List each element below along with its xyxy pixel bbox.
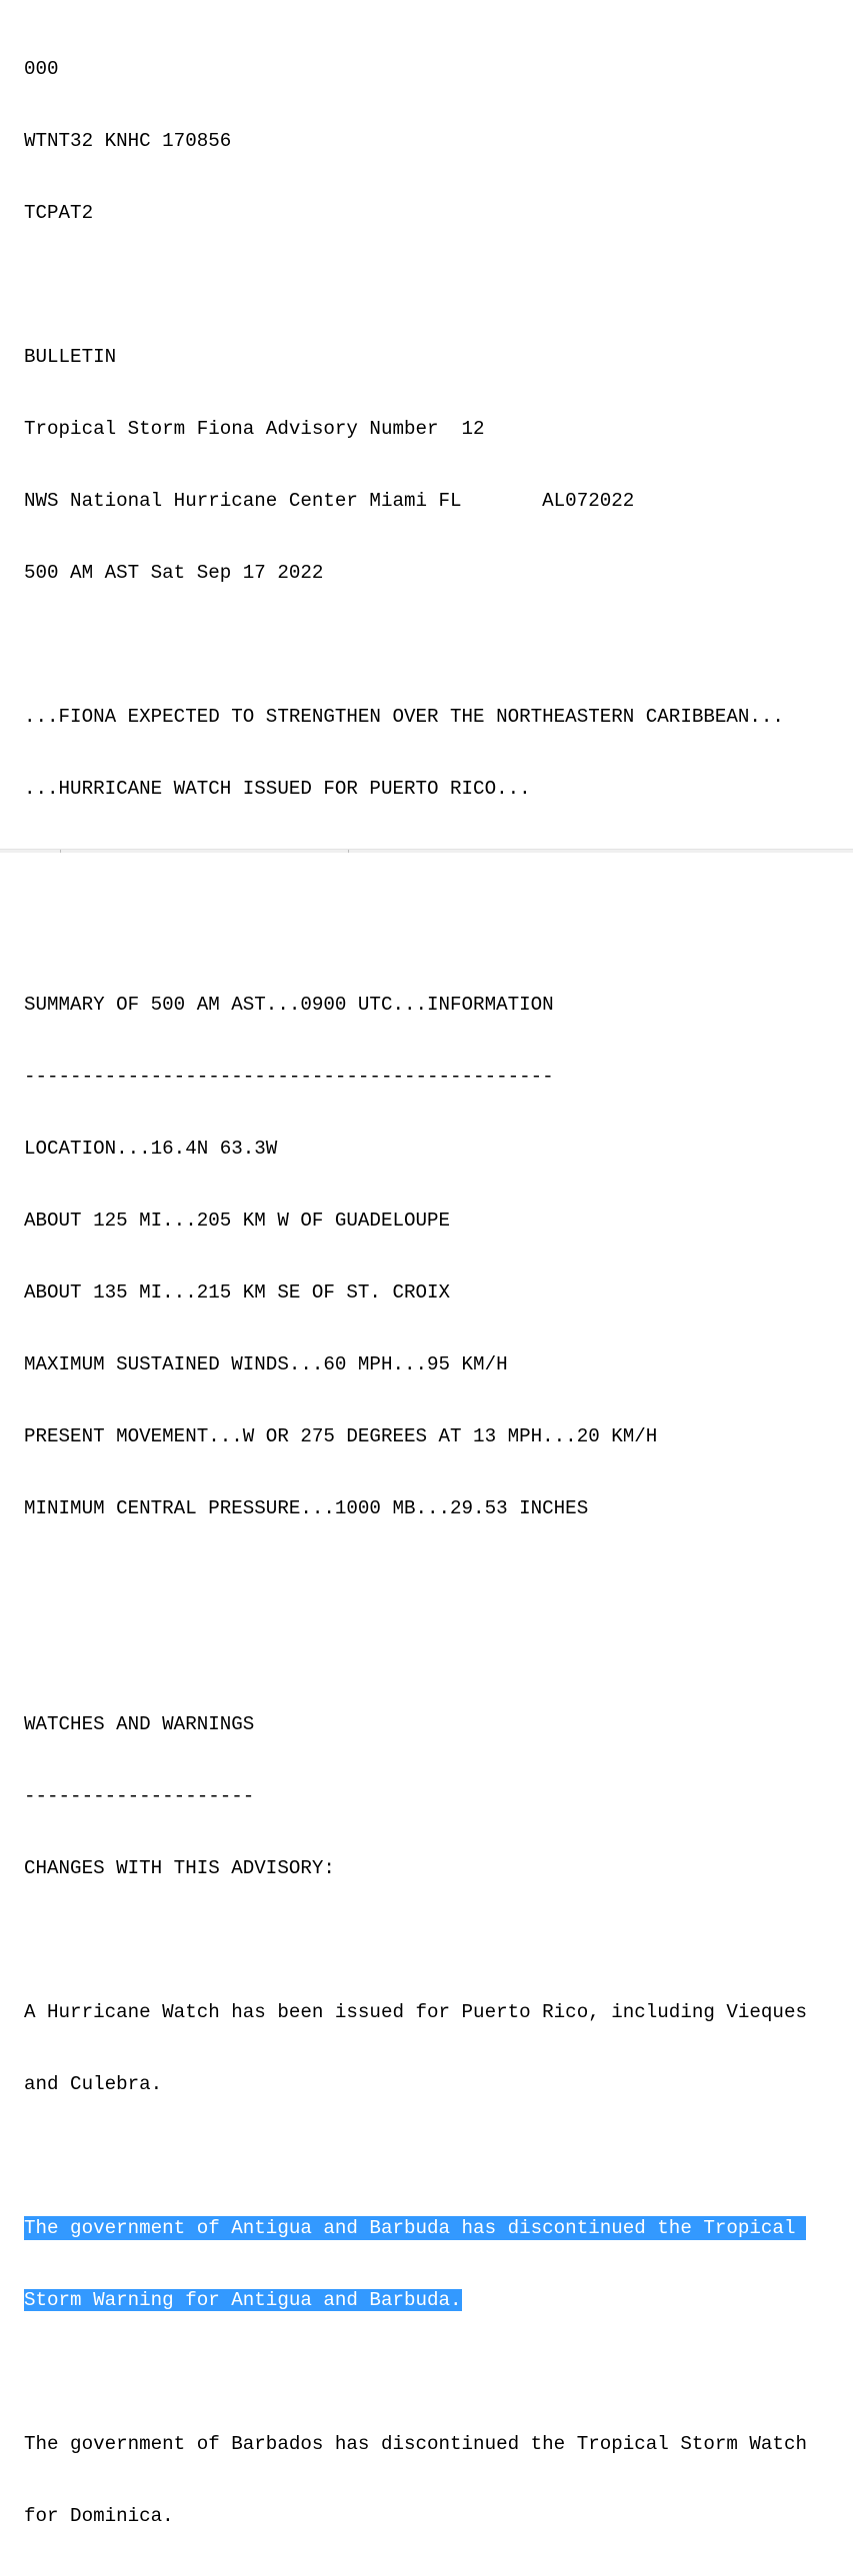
ruler-tick	[60, 850, 61, 853]
line-20: PRESENT MOVEMENT...W OR 275 DEGREES AT 13 MPH...20 KM/H	[24, 1425, 658, 1447]
line-4	[24, 273, 807, 297]
line-16: LOCATION...16.4N 63.3W	[24, 1138, 278, 1160]
line-35: for Dominica.	[24, 2505, 174, 2527]
line-9	[24, 633, 807, 657]
line-29: and Culebra.	[24, 2073, 163, 2095]
line-13	[24, 921, 807, 945]
line-27	[24, 1928, 807, 1952]
line-18: ABOUT 135 MI...215 KM SE OF ST. CROIX	[24, 1282, 451, 1303]
ruler-tick	[348, 850, 349, 853]
line-34: The government of Barbados has discontinued the Tropical Storm Watch	[24, 2433, 807, 2455]
line-25: --------------------	[24, 1785, 255, 1807]
line-19: MAXIMUM SUSTAINED WINDS...60 MPH...95 KM/H	[24, 1353, 508, 1375]
line-28: A Hurricane Watch has been issued for Puerto Rico, including Vieques	[24, 2001, 807, 2023]
line-6: Tropical Storm Fiona Advisory Number 12	[24, 418, 485, 440]
selected-line-2	[24, 2288, 807, 2312]
line-17: ABOUT 125 MI...205 KM W OF GUADELOUPE	[24, 1210, 451, 1232]
horizontal-scrollbar[interactable]	[0, 849, 853, 853]
text-selection[interactable]: The government of Antigua and Barbuda has discontinued the Tropical	[24, 2216, 806, 2240]
line-24: WATCHES AND WARNINGS	[24, 1713, 255, 1735]
line-15: ----------------------------------------------	[24, 1066, 554, 1088]
line-33	[24, 2360, 807, 2384]
line-3: TCPAT2	[24, 202, 94, 224]
line-21: MINIMUM CENTRAL PRESSURE...1000 MB...29.53 INCHES	[24, 1497, 589, 1519]
line-8: 500 AM AST Sat Sep 17 2022	[24, 562, 324, 584]
line-5: BULLETIN	[24, 346, 117, 368]
line-23	[24, 1640, 807, 1664]
selected-line-1	[24, 2216, 807, 2240]
line-14: SUMMARY OF 500 AM AST...0900 UTC...INFORMATION	[24, 994, 554, 1016]
line-30	[24, 2144, 807, 2168]
line-2: WTNT32 KNHC 170856	[24, 130, 232, 152]
line-7: NWS National Hurricane Center Miami FL AL072022	[24, 490, 635, 512]
line-1: 000	[24, 58, 59, 80]
advisory-text[interactable]	[24, 9, 807, 2576]
text-selection[interactable]: Storm Warning for Antigua and Barbuda.	[24, 2289, 462, 2311]
line-11: ...HURRICANE WATCH ISSUED FOR PUERTO RICO...	[24, 778, 531, 800]
line-22	[24, 1568, 807, 1592]
line-26: CHANGES WITH THIS ADVISORY:	[24, 1857, 335, 1879]
line-10: ...FIONA EXPECTED TO STRENGTHEN OVER THE NORTHEASTERN CARIBBEAN...	[24, 706, 784, 728]
